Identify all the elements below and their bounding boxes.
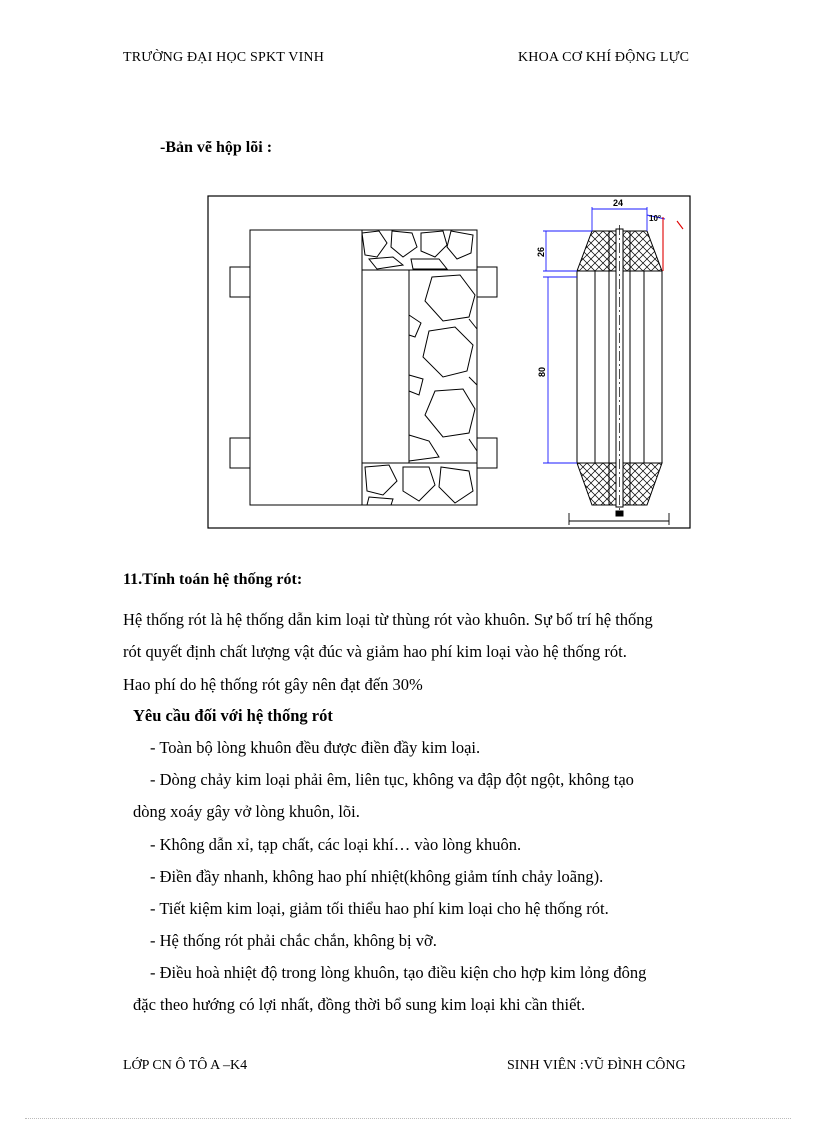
dim-top-width: 24 — [613, 198, 624, 208]
page-bottom-divider — [25, 1118, 791, 1119]
header-faculty: KHOA CƠ KHÍ ĐỘNG LỰC — [518, 50, 690, 65]
requirement-3: - Không dẫn xỉ, tạp chất, các loại khí… vào lòng khuôn. — [150, 835, 522, 854]
intro-line-1: Hệ thống rót là hệ thống dẫn kim loại từ thùng rót vào khuôn. Sự bố trí hệ thống — [123, 610, 653, 629]
requirement-4: - Điền đầy nhanh, không hao phí nhiệt(không giảm tính chảy loãng). — [150, 867, 604, 886]
intro-line-3: Hao phí do hệ thống rót gây nên đạt đến 30% — [123, 675, 423, 694]
section-heading: 11.Tính toán hệ thống rót: — [123, 571, 303, 588]
figure-label: -Bản vẽ hộp lõi : — [160, 139, 273, 156]
requirement-2-cont: dòng xoáy gây vở lòng khuôn, lõi. — [133, 802, 360, 821]
core-box-drawing — [207, 195, 691, 529]
requirement-1: - Toàn bộ lòng khuôn đều được điền đầy kim loại. — [150, 738, 481, 757]
dim-side-height: 26 — [536, 246, 546, 257]
core-box-left-view — [230, 230, 497, 505]
requirement-7-cont: đặc theo hướng có lợi nhất, đồng thời bổ sung kim loại khi cần thiết. — [133, 995, 586, 1014]
dim-top-angle: 10° — [649, 214, 662, 223]
header-school: TRƯỜNG ĐẠI HỌC SPKT VINH — [123, 50, 325, 65]
requirement-6: - Hệ thống rót phải chắc chắn, không bị vỡ. — [150, 931, 437, 950]
dim-length: 80 — [537, 366, 547, 377]
requirements-title: Yêu cầu đối với hệ thống rót — [133, 706, 333, 725]
footer-class: LỚP CN Ô TÔ A –K4 — [123, 1058, 248, 1073]
requirement-7: - Điều hoà nhiệt độ trong lòng khuôn, tạo điều kiện cho hợp kim lỏng đông — [150, 963, 647, 982]
dimension-red — [663, 217, 683, 271]
core-profile-right-view — [577, 225, 662, 516]
requirement-2: - Dòng chảy kim loại phải êm, liên tục, không va đập đột ngột, không tạo — [150, 770, 634, 789]
intro-line-2: rót quyết định chất lượng vật đúc và giảm hao phí kim loại vào hệ thống rót. — [123, 642, 627, 661]
requirement-5: - Tiết kiệm kim loại, giảm tối thiểu hao phí kim loại cho hệ thống rót. — [150, 899, 609, 918]
footer-student: SINH VIÊN :VŨ ĐÌNH CÔNG — [507, 1058, 686, 1073]
